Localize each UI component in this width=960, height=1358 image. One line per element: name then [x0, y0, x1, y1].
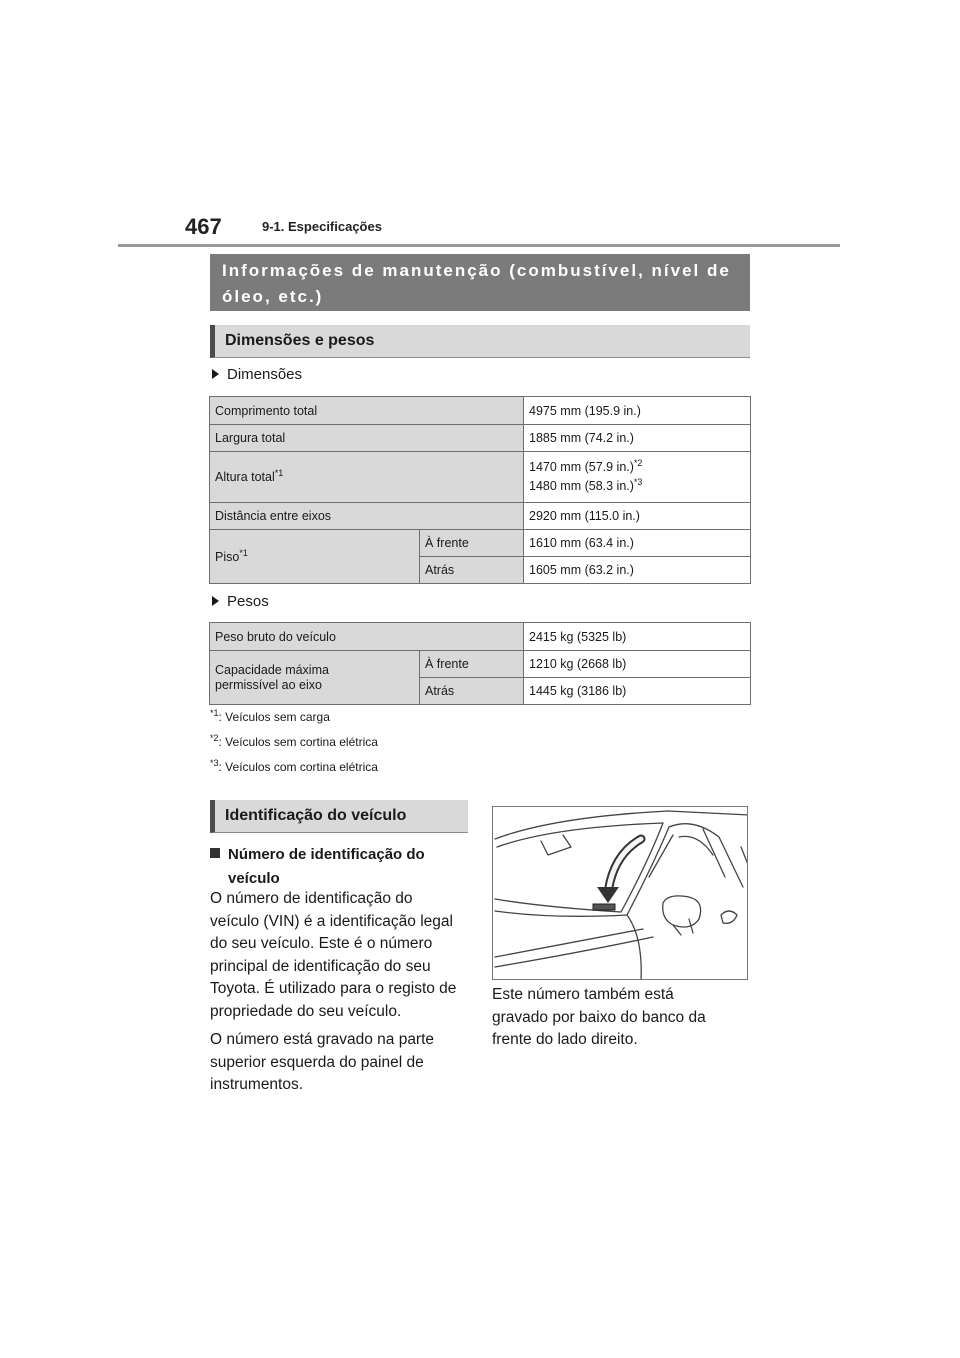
width-value: 1885 mm (74.2 in.) — [524, 425, 751, 452]
dimensions-section-title-text: Dimensões e pesos — [225, 332, 375, 349]
footnote — [210, 735, 378, 749]
height-value — [524, 452, 751, 503]
vehicle-id-section-title-text: Identificação do veículo — [225, 807, 407, 824]
header-rule — [118, 244, 840, 247]
height-label — [210, 452, 524, 503]
text-line: O número está gravado na parte — [210, 1031, 435, 1048]
footnote — [210, 710, 330, 724]
text-line: Este número também está — [492, 986, 674, 1003]
footnote — [210, 760, 378, 774]
table-row — [210, 503, 751, 530]
car-windshield-icon — [493, 807, 748, 980]
text-line: do seu veículo. Este é o número — [210, 935, 433, 952]
height-label-text: Altura total — [215, 470, 275, 484]
windshield-illustration — [492, 806, 748, 980]
length-value: 4975 mm (195.9 in.) — [524, 397, 751, 425]
main-banner-line2: óleo, etc.) — [222, 287, 324, 306]
tread-front-label: À frente — [420, 530, 524, 557]
tread-label — [210, 530, 420, 584]
vin-paragraph-1 — [210, 888, 470, 1023]
footnote-mark: *2 — [210, 733, 219, 743]
table-row — [210, 530, 751, 557]
tread-label-text: Piso — [215, 549, 240, 564]
text-line: superior esquerda do painel de — [210, 1053, 424, 1071]
width-label: Largura total — [210, 425, 524, 452]
tread-label-sup: *1 — [239, 547, 248, 558]
text-line: principal de identificação do seu — [210, 957, 431, 975]
weights-label — [212, 593, 269, 610]
axle-capacity-label-line1: Capacidade máxima — [215, 662, 329, 677]
main-banner — [210, 254, 750, 311]
table-row — [210, 397, 751, 425]
footnote-text: : Veículos sem cortina elétrica — [218, 735, 378, 749]
vin-subtitle-line1: Número de identificação do — [228, 846, 425, 863]
footnote-mark: *3 — [210, 758, 219, 768]
dimensions-section-title — [210, 325, 750, 358]
length-label: Comprimento total — [210, 397, 524, 425]
page-number: 467 — [185, 214, 222, 239]
vin-subtitle — [210, 843, 460, 891]
gross-weight-value: 2415 kg (5325 lb) — [524, 623, 751, 651]
wheelbase-label: Distância entre eixos — [210, 503, 524, 530]
triangle-bullet-icon — [212, 596, 219, 606]
table-row — [210, 623, 751, 651]
weights-table — [209, 622, 751, 705]
axle-front-label: À frente — [420, 651, 524, 678]
height-value-1-sup: *2 — [633, 458, 643, 468]
gross-weight-label: Peso bruto do veículo — [210, 623, 524, 651]
dimensions-label-text: Dimensões — [227, 366, 303, 383]
text-line: gravado por baixo do banco da — [492, 1008, 706, 1026]
triangle-bullet-icon — [212, 369, 219, 379]
axle-rear-label: Atrás — [420, 678, 524, 705]
axle-front-value: 1210 kg (2668 lb) — [524, 651, 751, 678]
axle-capacity-label — [210, 651, 420, 705]
dimensions-table — [209, 396, 751, 584]
weights-label-text: Pesos — [227, 593, 269, 610]
tread-rear-label: Atrás — [420, 557, 524, 584]
text-line: Toyota. É utilizado para o registo de — [210, 980, 457, 997]
arrow-head-icon — [597, 887, 619, 903]
tread-rear-value: 1605 mm (63.2 in.) — [524, 557, 751, 584]
axle-rear-value: 1445 kg (3186 lb) — [524, 678, 751, 705]
vin-plate-icon — [593, 904, 615, 910]
text-line: propriedade do seu veículo. — [210, 1002, 402, 1020]
height-label-sup: *1 — [274, 468, 284, 478]
footnote-text: : Veículos sem carga — [218, 710, 330, 724]
text-line: O número de identificação do — [210, 890, 413, 907]
table-row — [210, 651, 751, 678]
tread-front-value: 1610 mm (63.4 in.) — [524, 530, 751, 557]
table-row — [210, 452, 751, 503]
text-line: veículo (VIN) é a identificação legal — [210, 912, 453, 930]
main-banner-line1: Informações de manutenção (combustível, nível de — [222, 261, 731, 280]
vehicle-id-section-title — [210, 800, 468, 833]
dimensions-label — [212, 366, 302, 383]
text-line: instrumentos. — [210, 1076, 304, 1093]
height-value-1: 1470 mm (57.9 in.) — [529, 460, 634, 474]
footnote-mark: *1 — [210, 708, 219, 718]
table-row — [210, 425, 751, 452]
section-label: 9-1. Especificações — [262, 219, 382, 234]
axle-capacity-label-line2: permissível ao eixo — [215, 677, 322, 692]
footnote-text: : Veículos com cortina elétrica — [218, 760, 378, 774]
height-value-2-sup: *3 — [633, 477, 643, 487]
vin-right-paragraph — [492, 984, 752, 1052]
square-bullet-icon — [210, 848, 220, 858]
height-value-2: 1480 mm (58.3 in.) — [529, 479, 634, 493]
vin-paragraph-2 — [210, 1029, 470, 1097]
text-line: frente do lado direito. — [492, 1031, 638, 1048]
wheelbase-value: 2920 mm (115.0 in.) — [524, 503, 751, 530]
vin-subtitle-line2: veículo — [228, 870, 280, 887]
